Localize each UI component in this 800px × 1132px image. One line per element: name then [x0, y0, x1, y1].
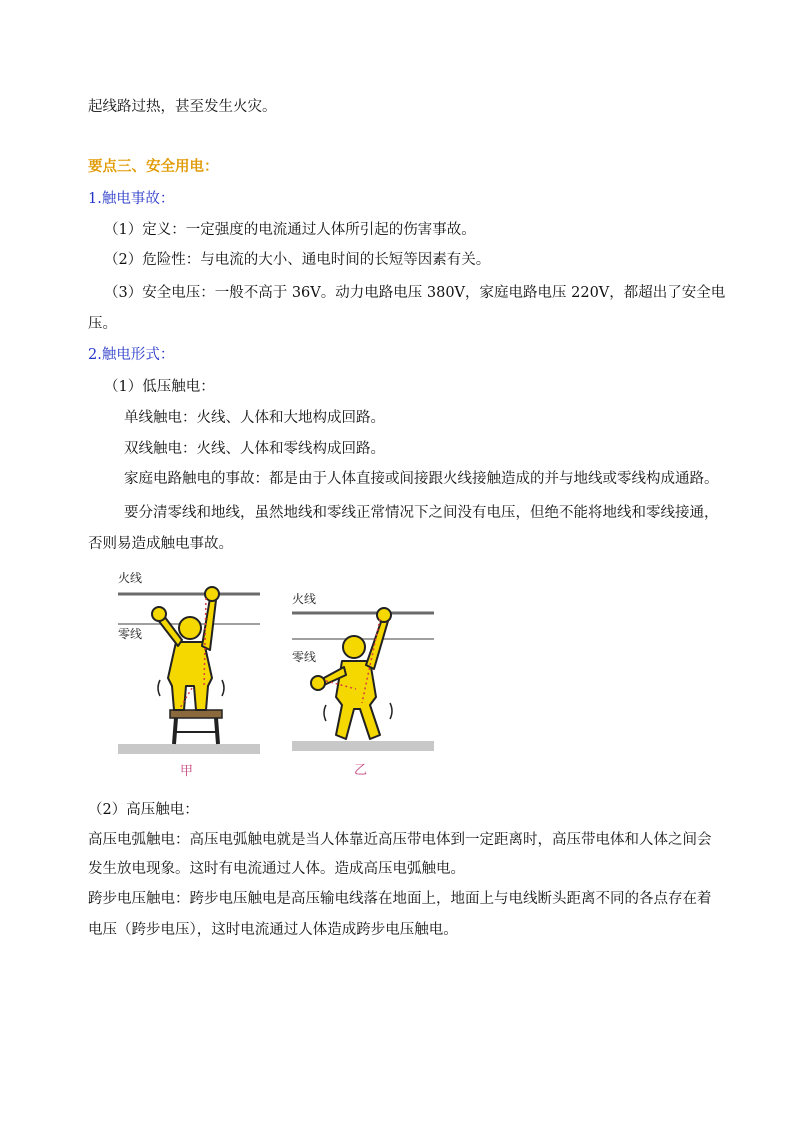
stool: [170, 710, 222, 718]
text-line: 电压（跨步电压），这时电流通过人体造成跨步电压触电。: [88, 922, 458, 938]
text-line: （2）危险性：与电流的大小、通电时间的长短等因素有关。: [104, 252, 491, 268]
text-line: （3）安全电压：一般不高于 36V。动力电路电压 380V，家庭电路电压 220V，都超出了安全电: [104, 285, 726, 301]
figure-caption: 乙: [354, 763, 368, 778]
figure-double-wire-shock: [286, 585, 438, 780]
text-line: 发生放电现象。这时有电流通过人体。造成高压电弧触电。: [88, 861, 465, 877]
person-figure: [152, 587, 219, 710]
text-line: （1）低压触电：: [104, 379, 215, 395]
text-line: 否则易造成触电事故。: [88, 536, 233, 552]
ground: [118, 744, 260, 754]
text-line: （1）定义：一定强度的电流通过人体所引起的伤害事故。: [104, 222, 476, 238]
text-line: 高压电弧触电：高压电弧触电就是当人体靠近高压带电体到一定距离时，高压带电体和人体之间会: [88, 832, 712, 848]
fire-wire-label: 火线: [118, 571, 143, 585]
text-line: （2）高压触电：: [88, 802, 199, 818]
subsection-title: 2.触电形式：: [88, 347, 175, 363]
text-line: 要分清零线和地线，虽然地线和零线正常情况下之间没有电压，但绝不能将地线和零线接通，: [124, 505, 719, 521]
text-line: 跨步电压触电：跨步电压触电是高压输电线落在地面上，地面上与电线断头距离不同的各点存在着: [88, 891, 712, 907]
figure-caption: 甲: [180, 764, 194, 779]
neutral-wire-label: 零线: [118, 627, 143, 641]
fire-wire-label: 火线: [292, 592, 317, 606]
text-line: 双线触电：火线、人体和零线构成回路。: [124, 441, 385, 457]
text-line: 家庭电路触电的事故：都是由于人体直接或间接跟火线接触造成的并与地线或零线构成通路。: [124, 471, 719, 487]
figure-single-wire-shock: [112, 568, 262, 778]
text-line: 压。: [88, 316, 117, 332]
ground: [292, 741, 434, 751]
person-figure: [311, 608, 391, 739]
neutral-wire-label: 零线: [292, 650, 317, 664]
text-line: 起线路过热，甚至发生火灾。: [88, 99, 277, 115]
subsection-title: 1.触电事故：: [88, 191, 175, 207]
text-line: 单线触电：火线、人体和大地构成回路。: [124, 410, 385, 426]
section-heading: 要点三、安全用电：: [88, 158, 219, 175]
